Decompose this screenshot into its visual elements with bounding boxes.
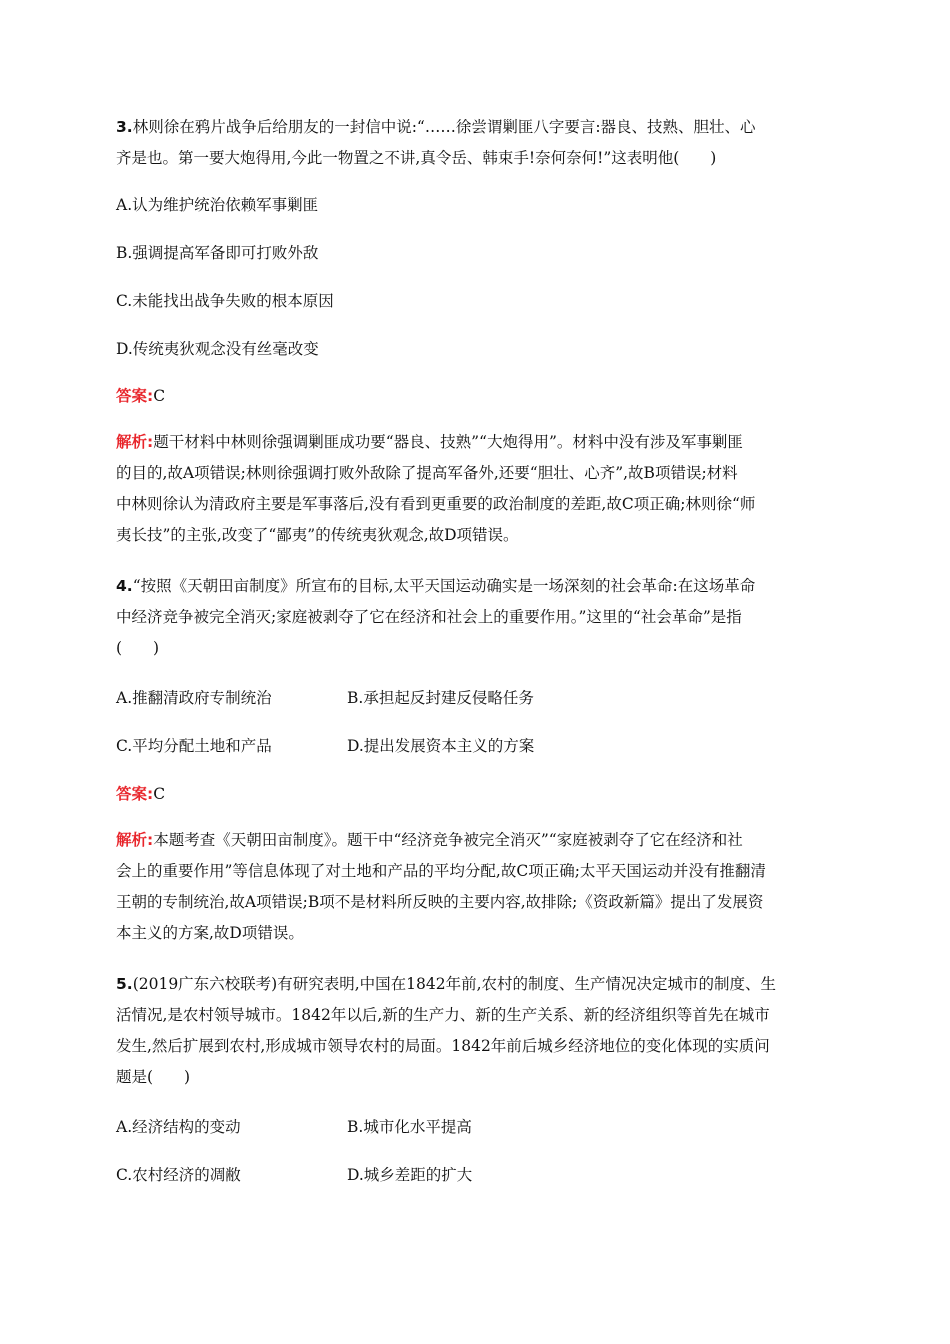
question-4-line-3: ( ) (116, 639, 160, 657)
analysis-line-1: 题干材料中林则徐强调剿匪成功要“器良、技熟”“大炮得用”。材料中没有涉及军事剿匪 (153, 433, 743, 451)
question-3-analysis (116, 427, 832, 551)
question-4-line-2: 中经济竞争被完全消灭;家庭被剥夺了它在经济和社会上的重要作用。”这里的“社会革命”是指 (116, 608, 742, 626)
analysis-line-3: 王朝的专制统治,故A项错误;B项不是材料所反映的主要内容,故排除;《资政新篇》提出了发展资 (116, 893, 764, 911)
question-4-option-c: C.平均分配土地和产品 (116, 737, 272, 755)
question-5-line-1: (2019广东六校联考)有研究表明,中国在1842年前,农村的制度、生产情况决定城市的制度、生 (132, 975, 777, 993)
question-4-analysis (116, 825, 832, 949)
question-4-stem (116, 571, 832, 664)
question-5-stem (116, 969, 832, 1093)
answer-value: C (153, 387, 166, 405)
question-3-number: 3. (116, 118, 133, 136)
question-4-answer (116, 782, 165, 806)
answer-label: 答案: (116, 785, 154, 803)
question-5-number: 5. (116, 975, 133, 993)
question-5-option-a: A.经济结构的变动 (116, 1118, 241, 1136)
analysis-line-1: 本题考查《天朝田亩制度》。题干中“经济竞争被完全消灭”“家庭被剥夺了它在经济和社 (153, 831, 743, 849)
question-3-stem (116, 112, 832, 174)
question-3-line-2: 齐是也。第一要大炮得用,今此一物置之不讲,真令岳、韩束手!奈何奈何!”这表明他( ) (116, 149, 717, 167)
question-4-line-1: “按照《天朝田亩制度》所宣布的目标,太平天国运动确实是一场深刻的社会革命:在这场革命 (132, 577, 756, 595)
question-3-option-a: A.认为维护统治依赖军事剿匪 (116, 196, 319, 214)
question-5-line-3: 发生,然后扩展到农村,形成城市领导农村的局面。1842年前后城乡经济地位的变化体现的实质问 (116, 1037, 770, 1055)
question-3-option-d: D.传统夷狄观念没有丝毫改变 (116, 340, 319, 358)
question-3-answer (116, 384, 165, 408)
analysis-line-2: 会上的重要作用”等信息体现了对土地和产品的平均分配,故C项正确;太平天国运动并没有推翻清 (116, 862, 766, 880)
question-5-option-c: C.农村经济的凋敝 (116, 1166, 241, 1184)
question-5-option-d: D.城乡差距的扩大 (347, 1166, 473, 1184)
question-4-option-a: A.推翻清政府专制统治 (116, 689, 272, 707)
question-4-option-b: B.承担起反封建反侵略任务 (347, 689, 534, 707)
analysis-line-4: 夷长技”的主张,改变了“鄙夷”的传统夷狄观念,故D项错误。 (116, 526, 519, 544)
question-3-option-b: B.强调提高军备即可打败外敌 (116, 244, 319, 262)
analysis-label: 解析: (116, 433, 154, 451)
question-3-line-1: 林则徐在鸦片战争后给朋友的一封信中说:“……徐尝谓剿匪八字要言:器良、技熟、胆壮、心 (132, 118, 756, 136)
analysis-line-3: 中林则徐认为清政府主要是军事落后,没有看到更重要的政治制度的差距,故C项正确;林则徐“师 (116, 495, 756, 513)
answer-value: C (153, 785, 166, 803)
analysis-line-4: 本主义的方案,故D项错误。 (116, 924, 304, 942)
question-5-line-4: 题是( ) (116, 1068, 191, 1086)
analysis-label: 解析: (116, 831, 154, 849)
question-4-option-d: D.提出发展资本主义的方案 (347, 737, 535, 755)
analysis-line-2: 的目的,故A项错误;林则徐强调打败外敌除了提高军备外,还要“胆壮、心齐”,故B项错误;材料 (116, 464, 738, 482)
question-5-line-2: 活情况,是农村领导城市。1842年以后,新的生产力、新的生产关系、新的经济组织等首先在城市 (116, 1006, 770, 1024)
answer-label: 答案: (116, 387, 154, 405)
question-4-number: 4. (116, 577, 133, 595)
question-3-option-c: C.未能找出战争失败的根本原因 (116, 292, 334, 310)
question-5-option-b: B.城市化水平提高 (347, 1118, 472, 1136)
